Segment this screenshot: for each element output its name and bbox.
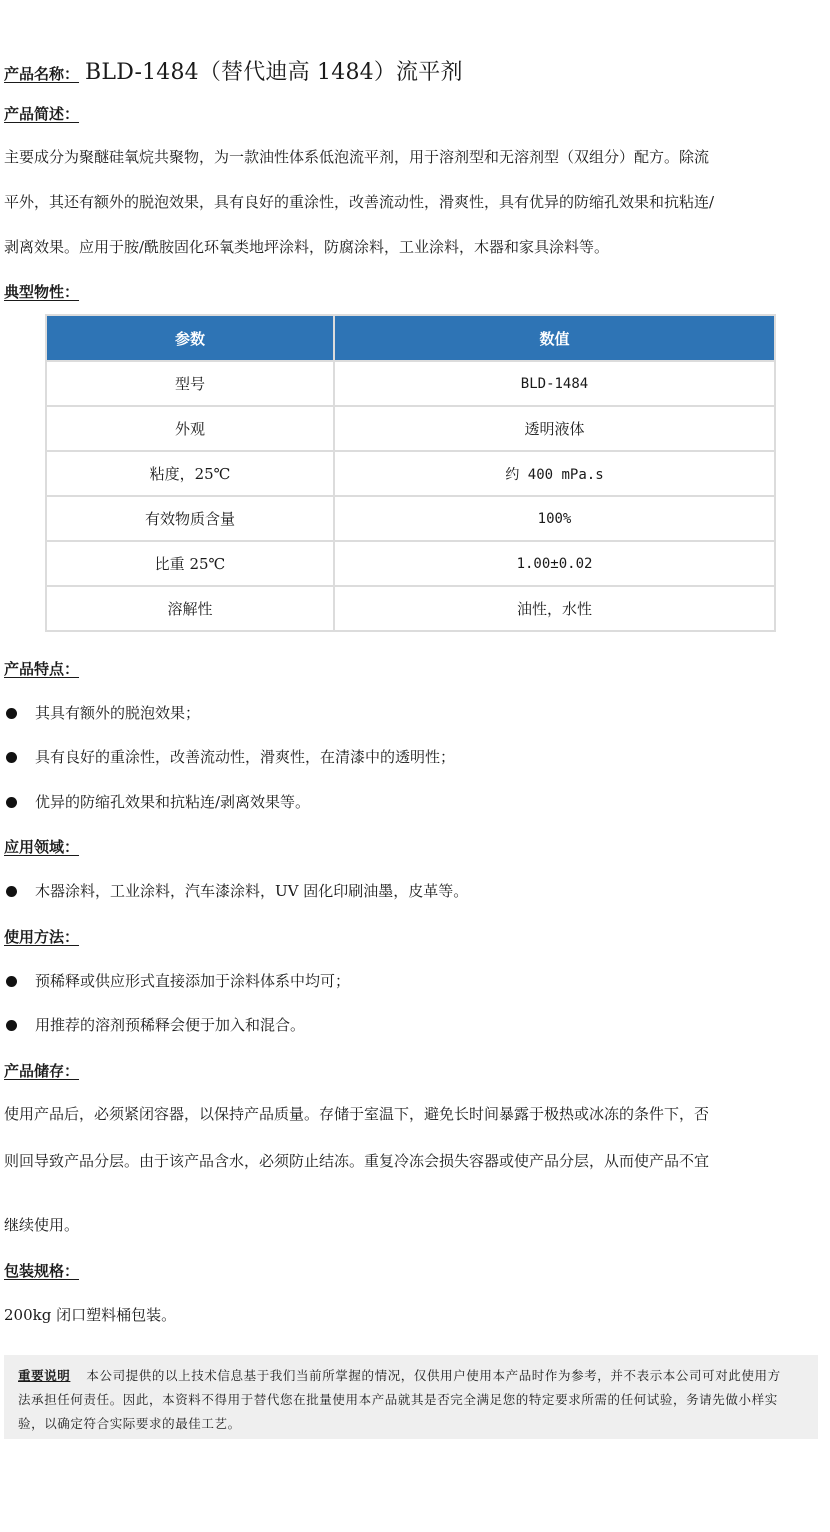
table-row	[46, 496, 775, 541]
properties-table	[45, 314, 776, 632]
feature-text: 具有良好的重涂性，改善流动性，滑爽性，在清漆中的透明性；	[35, 748, 456, 766]
storage-line-3: 继续使用。	[4, 1216, 80, 1234]
property-value: 透明液体	[334, 406, 775, 451]
property-value: 约 400 mPa.s	[334, 451, 775, 496]
storage-heading: 产品储存：	[4, 1062, 80, 1080]
usage-text: 预稀释或供应形式直接添加于涂料体系中均可；	[35, 972, 351, 990]
bullet-icon	[6, 976, 17, 987]
table-row	[46, 406, 775, 451]
product-name: BLD-1484（替代迪高 1484）流平剂	[85, 60, 463, 85]
table-row	[46, 586, 775, 631]
property-value: 油性，水性	[334, 586, 775, 631]
feature-text: 优异的防缩孔效果和抗粘连/剥离效果等。	[35, 793, 311, 811]
usage-heading: 使用方法：	[4, 928, 80, 946]
list-item	[6, 971, 350, 991]
list-item	[6, 703, 200, 723]
disclaimer-title: 重要说明	[18, 1368, 71, 1383]
column-header-value: 数值	[334, 315, 775, 361]
description-line-3: 剥离效果。应用于胺/酰胺固化环氧类地坪涂料，防腐涂料，工业涂料，木器和家具涂料等。	[4, 238, 610, 256]
property-value: BLD-1484	[334, 361, 775, 406]
bullet-icon	[6, 752, 17, 763]
packaging-text: 200kg 闭口塑料桶包装。	[4, 1306, 177, 1324]
bullet-icon	[6, 797, 17, 808]
description-line-1: 主要成分为聚醚硅氧烷共聚物，为一款油性体系低泡流平剂，用于溶剂型和无溶剂型（双组分）配方。除流	[4, 148, 710, 166]
description-line-2: 平外，其还有额外的脱泡效果，具有良好的重涂性，改善流动性，滑爽性，具有优异的防缩孔效果和抗粘连/	[4, 193, 715, 211]
packaging-heading: 包装规格：	[4, 1262, 80, 1280]
disclaimer-content	[18, 1364, 788, 1436]
table-header-row	[46, 315, 775, 361]
disclaimer-box	[4, 1355, 818, 1439]
feature-text: 其具有额外的脱泡效果；	[35, 704, 201, 722]
table-row	[46, 361, 775, 406]
storage-line-1: 使用产品后，必须紧闭容器，以保持产品质量。存储于室温下，避免长时间暴露于极热或冰冻的条件下，否	[4, 1105, 710, 1123]
property-name: 外观	[46, 406, 334, 451]
applications-heading: 应用领域：	[4, 838, 80, 856]
bullet-icon	[6, 708, 17, 719]
property-name: 粘度，25℃	[46, 451, 334, 496]
table-row	[46, 541, 775, 586]
bullet-icon	[6, 886, 17, 897]
application-text: 木器涂料，工业涂料，汽车漆涂料，UV 固化印刷油墨，皮革等。	[35, 882, 469, 900]
list-item	[6, 792, 310, 812]
list-item	[6, 1015, 305, 1035]
list-item	[6, 881, 468, 901]
property-name: 溶解性	[46, 586, 334, 631]
property-name: 型号	[46, 361, 334, 406]
property-value: 1.00±0.02	[334, 541, 775, 586]
usage-text: 用推荐的溶剂预稀释会便于加入和混合。	[35, 1016, 306, 1034]
column-header-parameter: 参数	[46, 315, 334, 361]
properties-heading: 典型物性：	[4, 283, 80, 301]
table-row	[46, 451, 775, 496]
bullet-icon	[6, 1020, 17, 1031]
property-name: 有效物质含量	[46, 496, 334, 541]
list-item	[6, 747, 455, 767]
property-value: 100%	[334, 496, 775, 541]
product-name-label: 产品名称：	[4, 65, 80, 83]
description-heading: 产品简述：	[4, 105, 80, 123]
features-heading: 产品特点：	[4, 660, 80, 678]
storage-line-2: 则回导致产品分层。由于该产品含水，必须防止结冻。重复冷冻会损失容器或使产品分层，从而使产品不宜	[4, 1152, 710, 1170]
disclaimer-text: 本公司提供的以上技术信息基于我们当前所掌握的情况，仅供用户使用本产品时作为参考，并不表示本公司可对此使用方法承担任何责任。因此，本资料不得用于替代您在批量使用本产品就其是否完全满足您的特定要求所需的任何试验，务请先做小样实验，以确定符合实际要求的最佳工艺。	[18, 1368, 781, 1431]
product-title	[4, 55, 463, 85]
property-name: 比重 25℃	[46, 541, 334, 586]
